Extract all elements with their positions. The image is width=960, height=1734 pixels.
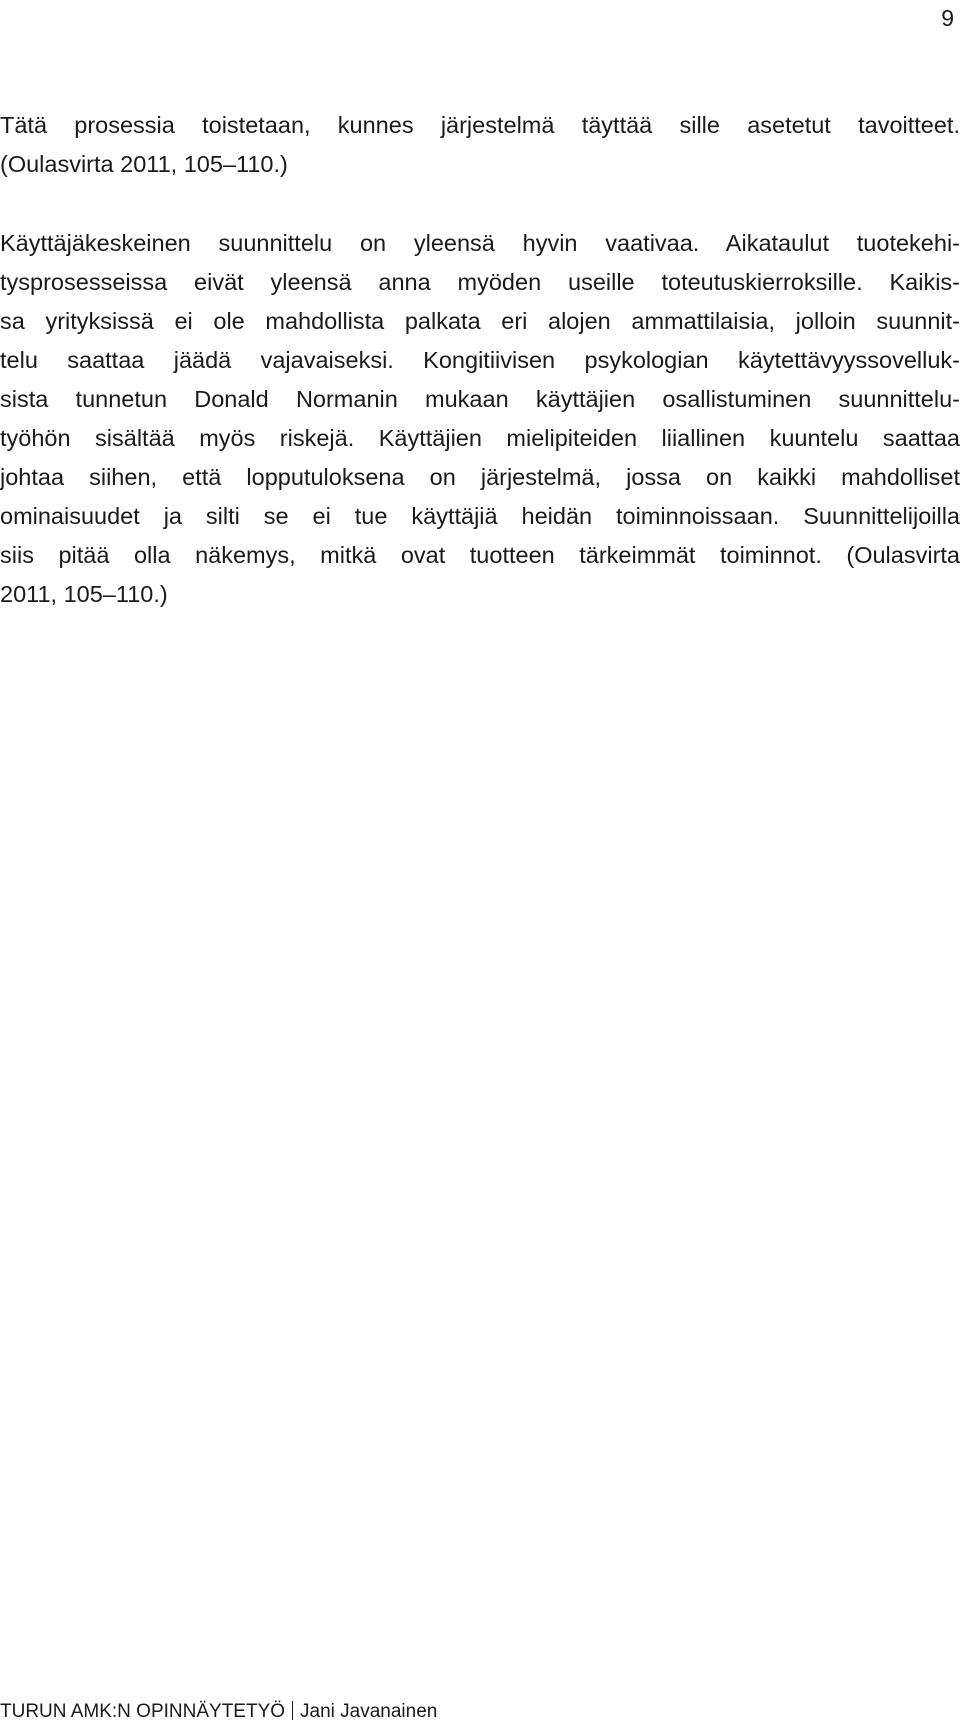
page-number: 9 [941,5,954,31]
text-line: siis pitää olla näkemys, mitkä ovat tuotteen tärkeimmät toiminnot. (Oulasvirta [0,542,960,568]
footer-institution: TURUN AMK:N OPINNÄYTETYÖ [0,1701,286,1722]
page-footer [0,1700,437,1724]
text-line: Käyttäjäkeskeinen suunnittelu on yleensä hyvin vaativaa. Aikataulut tuotekehi- [0,230,960,256]
text-line: (Oulasvirta 2011, 105–110.) [0,151,288,177]
text-line: tysprosesseissa eivät yleensä anna myöden useille toteutuskierroksille. Kaikis- [0,269,960,295]
body-paragraph-1 [0,106,960,184]
footer-separator [292,1701,293,1720]
text-line: Tätä prosessia toistetaan, kunnes järjestelmä täyttää sille asetetut tavoitteet. [0,112,960,138]
footer-author: Jani Javanainen [300,1701,438,1722]
body-paragraph-2 [0,224,960,614]
text-line: 2011, 105–110.) [0,581,168,607]
text-line: johtaa siihen, että lopputuloksena on järjestelmä, jossa on kaikki mahdolliset [0,464,960,490]
text-line: sista tunnetun Donald Normanin mukaan käyttäjien osallistuminen suunnittelu- [0,386,960,412]
text-line: ominaisuudet ja silti se ei tue käyttäjiä heidän toiminnoissaan. Suunnittelijoilla [0,503,960,529]
text-line: sa yrityksissä ei ole mahdollista palkata eri alojen ammattilaisia, jolloin suunnit- [0,308,960,334]
text-line: työhön sisältää myös riskejä. Käyttäjien mielipiteiden liiallinen kuuntelu saattaa [0,425,960,451]
text-line: telu saattaa jäädä vajavaiseksi. Kongitiivisen psykologian käytettävyyssovelluk- [0,347,960,373]
